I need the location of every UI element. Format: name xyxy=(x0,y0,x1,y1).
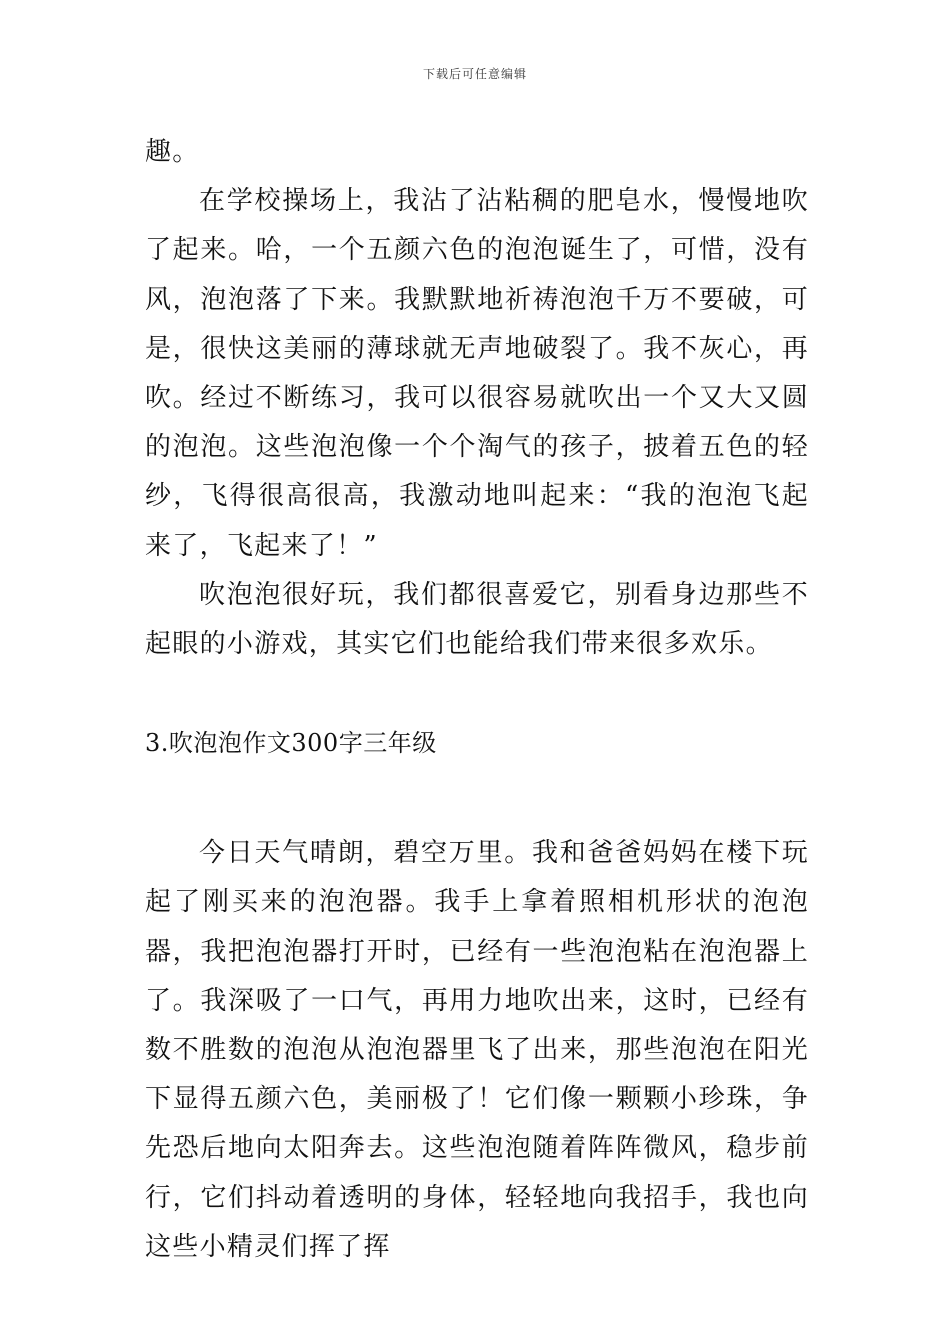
page-header: 下载后可任意编辑 xyxy=(422,67,527,81)
continuation-text: 趣。 xyxy=(145,137,200,167)
document-body xyxy=(145,128,809,1272)
section-title: 3.吹泡泡作文300字三年级 xyxy=(145,729,437,758)
paragraph-2: 吹泡泡很好玩，我们都很喜爱它，别看身边那些不起眼的小游戏，其实它们也能给我们带来很多欢乐。 xyxy=(145,579,809,660)
paragraph-1: 在学校操场上，我沾了沾粘稠的肥皂水，慢慢地吹了起来。哈，一个五颜六色的泡泡诞生了，可惜，没有风，泡泡落了下来。我默默地祈祷泡泡千万不要破，可是，很快这美丽的薄球就无声地破裂了。我不灰心，再吹。经过不断练习，我可以很容易就吹出一个又大又圆的泡泡。这些泡泡像一个个淘气的孩子，披着五色的轻纱，飞得很高很高，我激动地叫起来：“我的泡泡飞起来了，飞起来了！” xyxy=(145,186,809,561)
paragraph-3: 今日天气晴朗，碧空万里。我和爸爸妈妈在楼下玩起了刚买来的泡泡器。我手上拿着照相机形状的泡泡器，我把泡泡器打开时，已经有一些泡泡粘在泡泡器上了。我深吸了一口气，再用力地吹出来，这时，已经有数不胜数的泡泡从泡泡器里飞了出来，那些泡泡在阳光下显得五颜六色，美丽极了！它们像一颗颗小珍珠，争先恐后地向太阳奔去。这些泡泡随着阵阵微风，稳步前行，它们抖动着透明的身体，轻轻地向我招手，我也向这些小精灵们挥了挥 xyxy=(145,838,809,1262)
